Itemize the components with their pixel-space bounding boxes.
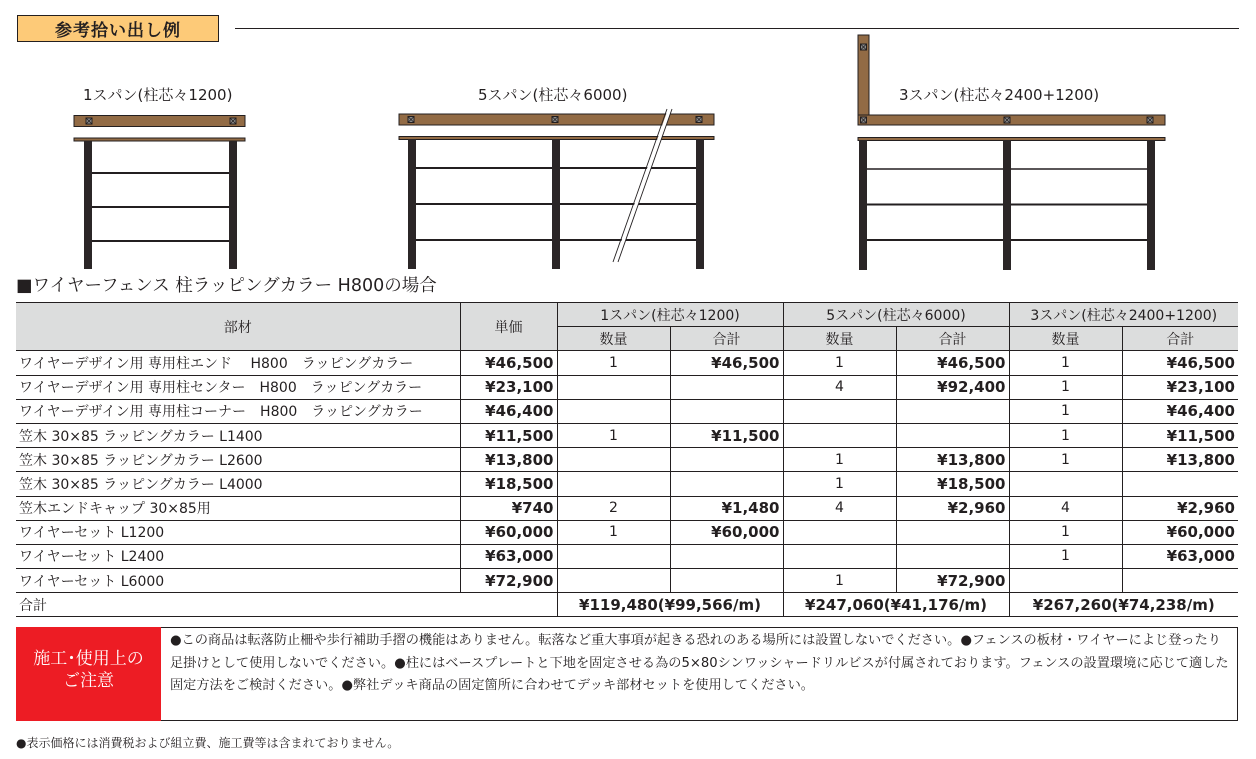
cell-s2 [896, 544, 1009, 568]
header-group-1span: 1スパン(柱芯々1200) [557, 303, 783, 327]
cell-price: ¥72,900 [460, 569, 557, 593]
price-footnote: ●表示価格には消費税および組立費、施工費等は含まれておりません。 [16, 736, 400, 750]
table-row [16, 496, 1238, 520]
cell-s1: ¥60,000 [670, 520, 783, 544]
cell-s2 [896, 423, 1009, 447]
cell-q2 [783, 399, 896, 423]
table-row [16, 569, 1238, 593]
cell-s1: ¥11,500 [670, 423, 783, 447]
cell-q1: 2 [557, 496, 670, 520]
cell-price: ¥18,500 [460, 472, 557, 496]
total-3span: ¥267,260(¥74,238/m) [1009, 593, 1238, 617]
cell-q3: 1 [1009, 375, 1122, 399]
cell-name: ワイヤーセット L2400 [16, 544, 460, 568]
cell-s1: ¥1,480 [670, 496, 783, 520]
cell-price: ¥13,800 [460, 448, 557, 472]
table-row [16, 544, 1238, 568]
caution-text: ●この商品は転落防止柵や歩行補助手摺の機能はありません。転落など重大事項が起きる恐れのある場所には設置しないでください。●フェンスの板材・ワイヤーによじ登ったり足掛けとして使用しないでください。●柱にはベースプレートと下地を固定させる為の5×80シンワッシャードリルビスが付属されております。フェンスの設置環境に応じて適した固定方法をご検討ください。●弊社デッキ商品の固定箇所に合わせてデッキ部材セットを使用してください。 [170, 633, 1229, 693]
cell-q1 [557, 375, 670, 399]
cell-q2: 4 [783, 496, 896, 520]
diagram-label-1span: 1スパン(柱芯々1200) [83, 86, 233, 104]
cell-q2: 1 [783, 448, 896, 472]
table-row [16, 448, 1238, 472]
cell-q1 [557, 448, 670, 472]
header-unit-price: 単価 [460, 303, 557, 351]
cell-s1 [670, 448, 783, 472]
cell-s1 [670, 544, 783, 568]
cell-s3: ¥46,400 [1122, 399, 1238, 423]
cell-q1: 1 [557, 351, 670, 375]
cell-s1: ¥46,500 [670, 351, 783, 375]
diagram-1span-plan [74, 116, 245, 127]
header-subtotal: 合計 [670, 327, 783, 351]
cell-q3: 1 [1009, 351, 1122, 375]
diagram-label-3span: 3スパン(柱芯々2400+1200) [899, 86, 1100, 104]
cell-q3: 1 [1009, 520, 1122, 544]
table-row [16, 423, 1238, 447]
cell-s2: ¥46,500 [896, 351, 1009, 375]
total-1span: ¥119,480(¥99,566/m) [557, 593, 783, 617]
cell-s3: ¥23,100 [1122, 375, 1238, 399]
cell-q1 [557, 569, 670, 593]
cell-q2: 1 [783, 351, 896, 375]
cell-q3 [1009, 569, 1122, 593]
cell-s3 [1122, 472, 1238, 496]
header-group-5span: 5スパン(柱芯々6000) [783, 303, 1009, 327]
cell-q2: 1 [783, 472, 896, 496]
cell-name: ワイヤーデザイン用 専用柱エンド H800 ラッピングカラー [16, 351, 460, 375]
diagram-label-5span: 5スパン(柱芯々6000) [478, 86, 628, 104]
cell-name: 笠木 30×85 ラッピングカラー L4000 [16, 472, 460, 496]
cell-q1 [557, 472, 670, 496]
cell-q3: 4 [1009, 496, 1122, 520]
cell-name: ワイヤーセット L6000 [16, 569, 460, 593]
header-qty: 数量 [557, 327, 670, 351]
cell-q2 [783, 520, 896, 544]
cell-q3: 1 [1009, 544, 1122, 568]
price-table [16, 302, 1238, 617]
table-row [16, 520, 1238, 544]
cell-s2: ¥2,960 [896, 496, 1009, 520]
diagram-3span-plan [858, 35, 1165, 125]
cell-q3: 1 [1009, 399, 1122, 423]
header-part: 部材 [16, 303, 460, 351]
cell-s3: ¥11,500 [1122, 423, 1238, 447]
cell-price: ¥46,400 [460, 399, 557, 423]
total-5span: ¥247,060(¥41,176/m) [783, 593, 1009, 617]
cell-s1 [670, 375, 783, 399]
cell-q3: 1 [1009, 448, 1122, 472]
cell-q1: 1 [557, 423, 670, 447]
cell-q2 [783, 544, 896, 568]
table-row [16, 375, 1238, 399]
caution-notice [16, 627, 1238, 721]
cell-name: ワイヤーセット L1200 [16, 520, 460, 544]
cell-q3 [1009, 472, 1122, 496]
cell-s3: ¥63,000 [1122, 544, 1238, 568]
cell-s1 [670, 472, 783, 496]
cell-price: ¥23,100 [460, 375, 557, 399]
table-row [16, 472, 1238, 496]
caution-label-line2: ご注意 [63, 670, 114, 691]
table-heading: ■ワイヤーフェンス 柱ラッピングカラー H800の場合 [16, 276, 437, 296]
header-subtotal: 合計 [1122, 327, 1238, 351]
cell-s2 [896, 399, 1009, 423]
cell-q1 [557, 544, 670, 568]
cell-price: ¥46,500 [460, 351, 557, 375]
cell-s1 [670, 569, 783, 593]
diagram-5span-elevation [399, 109, 714, 269]
cell-name: ワイヤーデザイン用 専用柱センター H800 ラッピングカラー [16, 375, 460, 399]
diagram-3span-elevation [858, 138, 1165, 271]
cell-name: 笠木 30×85 ラッピングカラー L2600 [16, 448, 460, 472]
cell-price: ¥11,500 [460, 423, 557, 447]
cell-q3: 1 [1009, 423, 1122, 447]
cell-s2: ¥13,800 [896, 448, 1009, 472]
cell-s3 [1122, 569, 1238, 593]
cell-s3: ¥2,960 [1122, 496, 1238, 520]
cell-q2 [783, 423, 896, 447]
cell-q1: 1 [557, 520, 670, 544]
cell-name: ワイヤーデザイン用 専用柱コーナー H800 ラッピングカラー [16, 399, 460, 423]
cell-q1 [557, 399, 670, 423]
header-subtotal: 合計 [896, 327, 1009, 351]
cell-name: 笠木 30×85 ラッピングカラー L1400 [16, 423, 460, 447]
cell-s3: ¥60,000 [1122, 520, 1238, 544]
caution-label [16, 627, 161, 721]
cell-q2: 1 [783, 569, 896, 593]
header-group-3span: 3スパン(柱芯々2400+1200) [1009, 303, 1238, 327]
cell-price: ¥740 [460, 496, 557, 520]
header-qty: 数量 [1009, 327, 1122, 351]
cell-s1 [670, 399, 783, 423]
cell-s3: ¥13,800 [1122, 448, 1238, 472]
cell-name: 笠木エンドキャップ 30×85用 [16, 496, 460, 520]
cell-s2: ¥18,500 [896, 472, 1009, 496]
cell-s2: ¥72,900 [896, 569, 1009, 593]
total-row [16, 593, 1238, 617]
cell-s2: ¥92,400 [896, 375, 1009, 399]
cell-q2: 4 [783, 375, 896, 399]
section-title: 参考拾い出し例 [17, 15, 219, 42]
diagram-1span-elevation [74, 138, 245, 269]
cell-price: ¥63,000 [460, 544, 557, 568]
header-qty: 数量 [783, 327, 896, 351]
caution-label-line1: 施工･使用上の [33, 648, 144, 669]
table-row [16, 399, 1238, 423]
cell-price: ¥60,000 [460, 520, 557, 544]
fence-diagrams [0, 0, 1256, 280]
total-label: 合計 [16, 593, 557, 617]
cell-s2 [896, 520, 1009, 544]
table-row [16, 351, 1238, 375]
cell-s3: ¥46,500 [1122, 351, 1238, 375]
